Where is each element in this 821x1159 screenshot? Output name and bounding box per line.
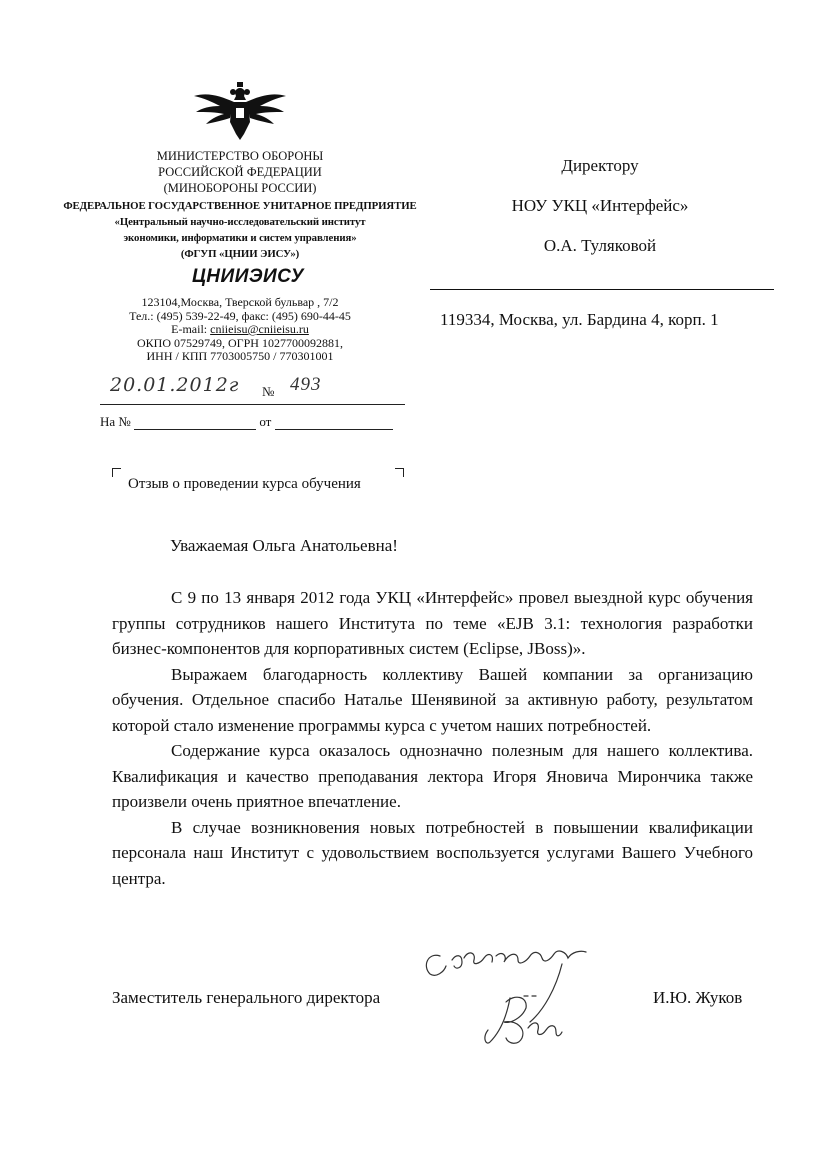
org-line: (ФГУП «ЦНИИ ЭИСУ»)	[180, 248, 300, 260]
reference-date-blank	[275, 417, 393, 430]
recipient-divider	[430, 289, 774, 290]
salutation: Уважаемая Ольга Анатольевна!	[170, 536, 398, 555]
sender-inn: ИНН / КПП 7703005750 / 770301001	[146, 349, 334, 363]
reference-blank	[134, 417, 256, 430]
ministry-line: МИНИСТЕРСТВО ОБОРОНЫ	[156, 149, 324, 163]
handwritten-signature-icon	[410, 938, 610, 1058]
sender-okpo: ОКПО 07529749, ОГРН 1027700092881,	[137, 335, 343, 350]
reference-label: На №	[100, 414, 131, 429]
email-label: E-mail:	[171, 322, 211, 336]
recipient-block	[440, 146, 760, 266]
registration-number-label: №	[262, 384, 275, 399]
org-logo: ЦНИИЭИСУ	[191, 266, 305, 287]
body-paragraph: С 9 по 13 января 2012 года УКЦ «Интерфейс» провел выездной курс обучения группы сотрудников нашего Института по теме «EJB 3.1: технология разработки бизнес-компонентов для корпоративных систем (Eclipse, JBoss)».	[112, 588, 753, 658]
registration-date: 20.01.2012г	[110, 374, 240, 396]
letter-subject: Отзыв о проведении курса обучения	[128, 476, 361, 492]
org-line: «Центральный научно-исследовательский институт	[114, 216, 366, 228]
recipient-line: Директору	[561, 156, 639, 175]
sender-contacts	[60, 296, 420, 364]
sender-header	[60, 148, 420, 262]
sender-phone: Тел.: (495) 539-22-49, факс: (495) 690-44-45	[129, 308, 351, 323]
org-line: экономики, информатики и систем управления»	[123, 232, 357, 244]
reference-line	[100, 414, 405, 430]
recipient-line: О.А. Туляковой	[543, 236, 657, 255]
body-paragraph: В случае возникновения новых потребностей в повышении квалификации персонала наш Институт с удовольствием воспользуется услугами Вашего Учебного центра.	[112, 817, 753, 888]
letter-body	[112, 585, 753, 891]
sender-address: 123104,Москва, Тверской бульвар , 7/2	[141, 295, 339, 309]
ministry-line: РОССИЙСКОЙ ФЕДЕРАЦИИ	[158, 165, 322, 179]
body-paragraph: Содержание курса оказалось однозначно полезным для нашего коллектива. Квалификация и качество преподавания лектора Игоря Яновича Мирончика также произвели очень приятное впечатление.	[112, 741, 753, 811]
body-paragraph: Выражаем благодарность коллективу Вашей компании за организацию обучения. Отдельное спасибо Наталье Шенявиной за активную работу, результатом которой стало изменение программы курса с учетом наших потребностей.	[112, 664, 753, 735]
registration-number: 493	[290, 374, 322, 395]
subject-corner-left	[112, 468, 121, 477]
recipient-address: 119334, Москва, ул. Бардина 4, корп. 1	[440, 310, 719, 329]
ministry-line: (МИНОБОРОНЫ РОССИИ)	[163, 181, 317, 195]
signatory-title: Заместитель генерального директора	[112, 988, 381, 1007]
reference-from-label: от	[259, 414, 272, 429]
recipient-line: НОУ УКЦ «Интерфейс»	[511, 196, 689, 215]
email-link[interactable]: cniieisu@cniieisu.ru	[210, 322, 309, 336]
signatory-name: И.Ю. Жуков	[653, 988, 743, 1007]
sender-email-line	[60, 323, 420, 337]
eagle-emblem-icon	[190, 78, 290, 142]
subject-corner-right	[395, 468, 404, 477]
org-line: ФЕДЕРАЛЬНОЕ ГОСУДАРСТВЕННОЕ УНИТАРНОЕ ПРЕДПРИЯТИЕ	[63, 200, 417, 212]
